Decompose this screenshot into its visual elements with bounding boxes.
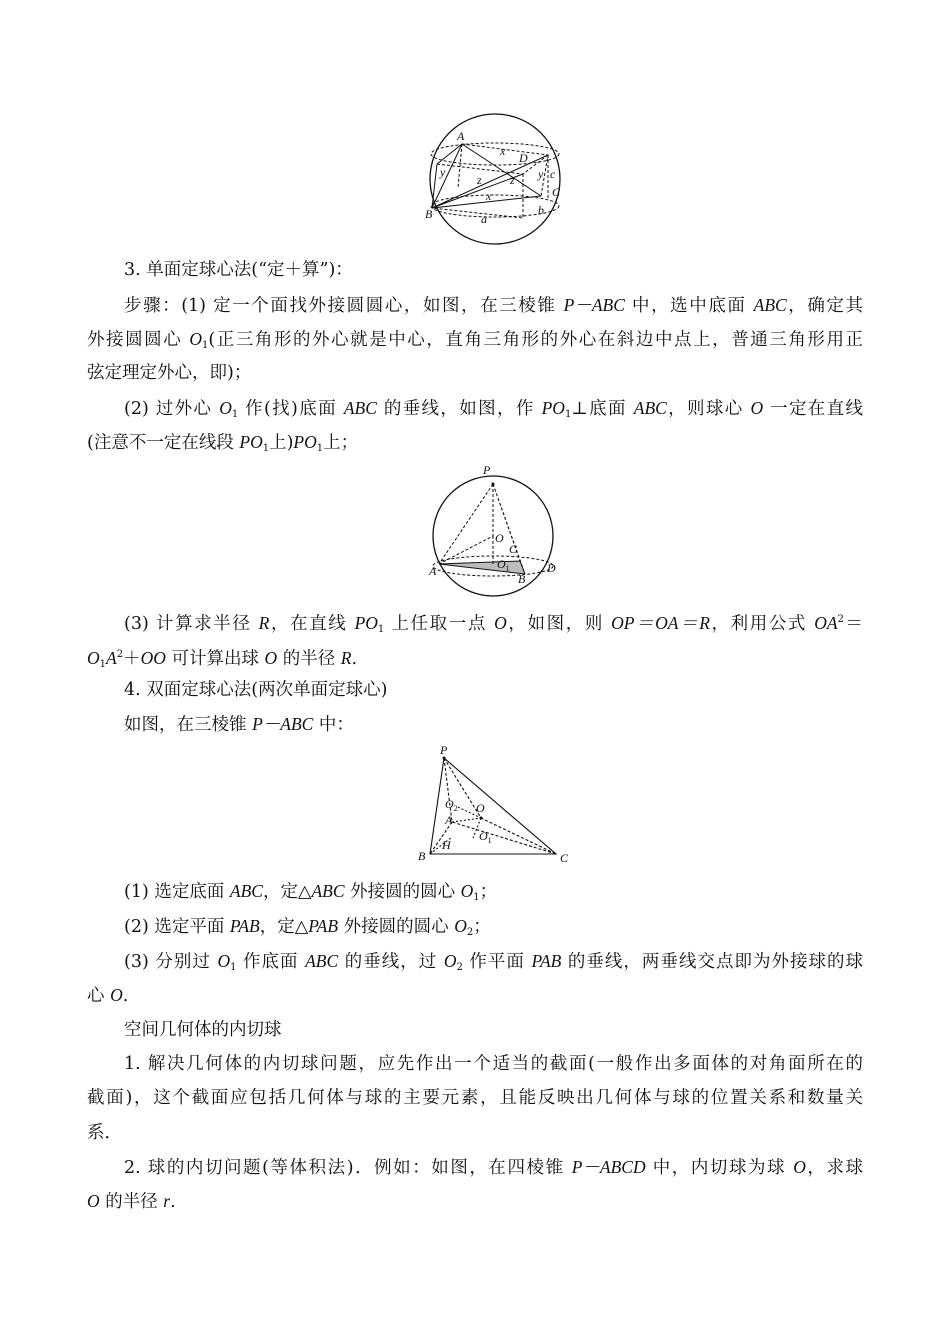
- label-D: D: [547, 561, 556, 575]
- label-z-right: z: [510, 173, 515, 187]
- label-C: C: [552, 185, 561, 199]
- label-D: D: [519, 151, 528, 165]
- inscribed-p1-line1: 1. 解决几何体的内切球问题，应先作出一个适当的截面(一般作出多面体的对角面所在的: [124, 1054, 863, 1074]
- section4-item3-line1: (3) 分别过 $O_1$ 作底面 ABC 的垂线，过 $O_2$ 作平面 PAB 的垂线，两垂线交点即为外接球的球: [124, 951, 863, 973]
- pyramid-edges: [439, 484, 525, 574]
- section4-item1: (1) 选定底面 ABC，定△ABC 外接圆的圆心 $O_1$；: [124, 881, 498, 903]
- label-O2: $O_2$: [445, 797, 458, 813]
- label-O: O: [476, 801, 485, 815]
- label-C: C: [560, 851, 569, 865]
- label-O: O: [495, 531, 504, 545]
- section4-heading: 4. 双面定球心法(两次单面定球心): [124, 680, 388, 700]
- cuboid-edges: [432, 144, 548, 218]
- point-O: [480, 817, 483, 820]
- section3-heading: 3. 单面定球心法(“定＋算”)：: [124, 260, 353, 280]
- section3-step3-line2: $O_1A^2+OO$ 可计算出球 O 的半径 R.: [87, 648, 358, 670]
- section3-step1-line2: 外接圆圆心 $O_1$(正三角形的外心就是中心，直角三角形的外心在斜边中点上，普通三角形用正: [87, 329, 864, 351]
- label-P: P: [440, 743, 448, 757]
- section3-step2-line2: (注意不一定在线段 $PO_1$上)$PO_1$上；: [87, 432, 359, 454]
- label-x-top: x: [500, 144, 506, 158]
- label-A: A: [445, 813, 453, 827]
- inscribed-p2-line1: 2. 球的内切问题(等体积法)．例如：如图，在四棱锥 P－ABCD 中，内切球为球 O，求球: [124, 1157, 863, 1178]
- label-b: b: [538, 203, 544, 217]
- section3-step1-line3: 弦定理定外心，即)；: [87, 363, 252, 383]
- inscribed-title: 空间几何体的内切球: [124, 1020, 282, 1040]
- figure-tetrahedron: [413, 742, 578, 867]
- inscribed-p1-line2: 截面)，这个截面应包括几何体与球的主要元素，且能反映出几何体与球的位置关系和数量关: [87, 1088, 863, 1108]
- label-H: H: [442, 838, 451, 852]
- section3-step2-line1: (2) 过外心 $O_1$ 作(找)底面 ABC 的垂线，如图，作 $PO_1\perp$底面 ABC，则球心 O 一定在直线: [124, 398, 864, 420]
- label-x-bottom: x: [486, 189, 492, 203]
- label-P: P: [483, 463, 491, 477]
- label-z-left: z: [477, 173, 482, 187]
- label-B: B: [418, 849, 426, 863]
- section3-step3-line1: (3) 计算求半径 R，在直线 $PO_1$ 上任取一点 O，如图，则 OP＝OA＝R，利用公式 $OA^2=$: [124, 613, 864, 635]
- inscribed-p1-line3: 系．: [87, 1123, 122, 1143]
- section3-step1-line1: 步骤：(1) 定一个面找外接圆圆心，如图，在三棱锥 P－ABC 中，选中底面 ABC，确定其: [124, 295, 863, 316]
- label-C: C: [509, 542, 518, 556]
- label-O1: $O_1$: [497, 557, 510, 573]
- section4-intro: 如图，在三棱锥 P－ABC 中：: [124, 714, 354, 735]
- label-A: A: [429, 564, 437, 578]
- label-O1: $O_1$: [479, 829, 492, 845]
- label-B: B: [425, 207, 433, 221]
- label-a: a: [481, 212, 487, 226]
- figure-sphere-cuboid: [420, 110, 570, 250]
- label-A: A: [457, 129, 465, 143]
- figure-sphere-pyramid: [425, 460, 565, 585]
- label-y-left: y: [440, 165, 446, 179]
- section4-item2: (2) 选定平面 PAB，定△PAB 外接圆的圆心 $O_2$；: [124, 916, 491, 938]
- label-B: B: [518, 572, 526, 586]
- section4-item3-line2: 心 O.: [87, 985, 129, 1006]
- point-P: [492, 483, 495, 486]
- label-y-right: y: [538, 167, 544, 181]
- inscribed-p2-line2: O 的半径 r.: [87, 1191, 176, 1212]
- label-c: c: [550, 167, 556, 181]
